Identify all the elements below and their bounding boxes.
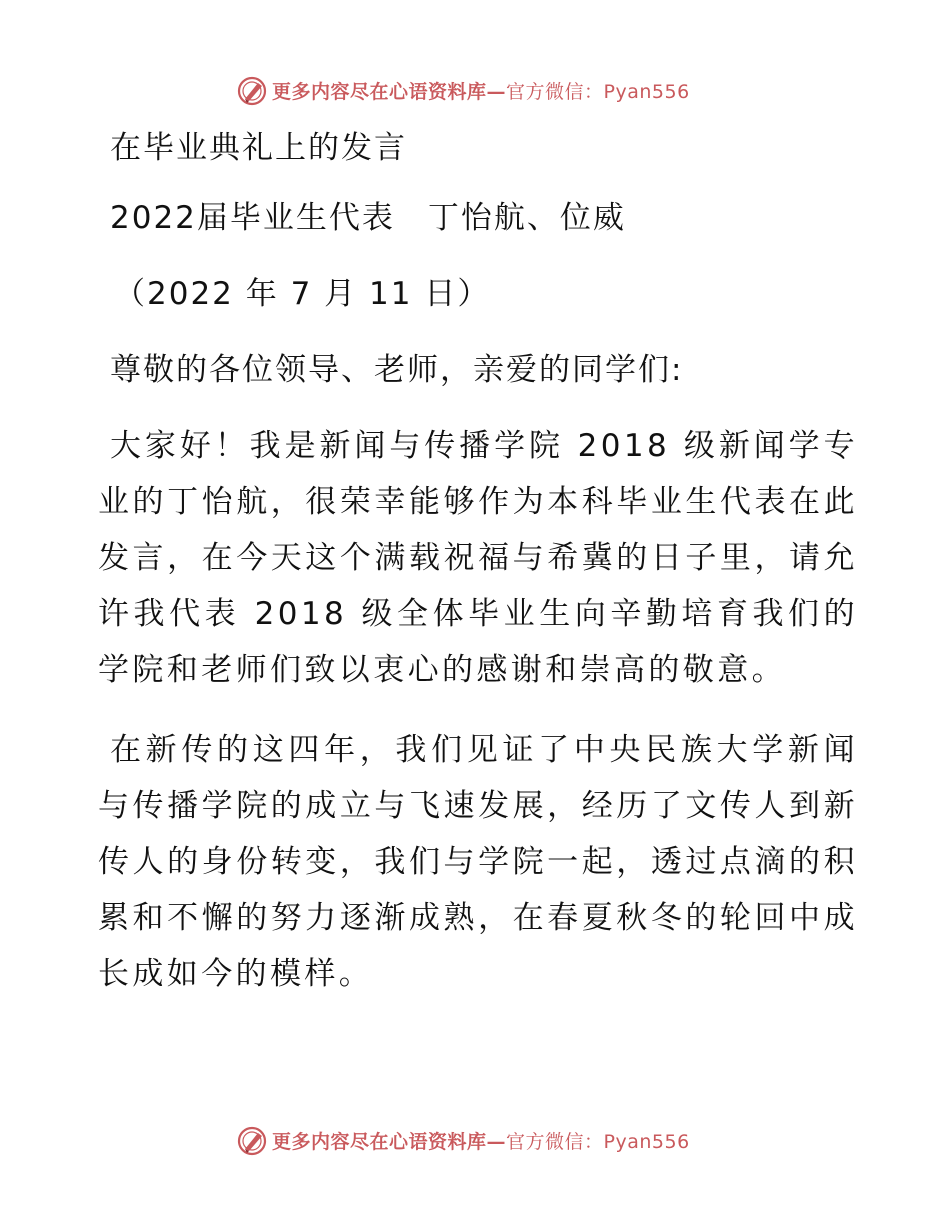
pen-logo-icon (236, 1124, 268, 1156)
banner-contact: 官方微信：Pyan556 (506, 1130, 690, 1153)
paragraph-2-text: 在新传的这四年，我们见证了中央民族大学新闻与传播学院的成立与飞速发展，经历了文传人到新传人的身份转变，我们与学院一起，透过点滴的积累和不懈的努力逐渐成熟，在春夏秋冬的轮回中成长成如今的模样。 (98, 732, 858, 992)
paragraph-1-text: 大家好！我是新闻与传播学院 2018 级新闻学专业的丁怡航，很荣幸能够作为本科毕业生代表在此发言，在今天这个满载祝福与希冀的日子里，请允许我代表 2018 级全体毕业生向辛勤培育我们的学院和老师们致以衷心的感谢和崇高的敬意。 (98, 428, 858, 688)
pen-logo-icon (236, 74, 268, 106)
banner-text: 更多内容尽在心语资料库— (272, 1130, 507, 1153)
document-date: （2022 年 7 月 11 日） (114, 276, 491, 312)
document-salutation: 尊敬的各位领导、老师，亲爱的同学们: (110, 352, 684, 388)
document-title: 在毕业典礼上的发言 (110, 130, 407, 166)
document-author: 2022届毕业生代表 丁怡航、位威 (110, 200, 626, 236)
paragraph-2 (98, 722, 858, 1002)
banner-text: 更多内容尽在心语资料库— (272, 80, 507, 103)
footer-banner (236, 1122, 690, 1158)
paragraph-1 (98, 418, 858, 698)
header-banner (236, 72, 690, 108)
banner-contact: 官方微信：Pyan556 (506, 80, 690, 103)
